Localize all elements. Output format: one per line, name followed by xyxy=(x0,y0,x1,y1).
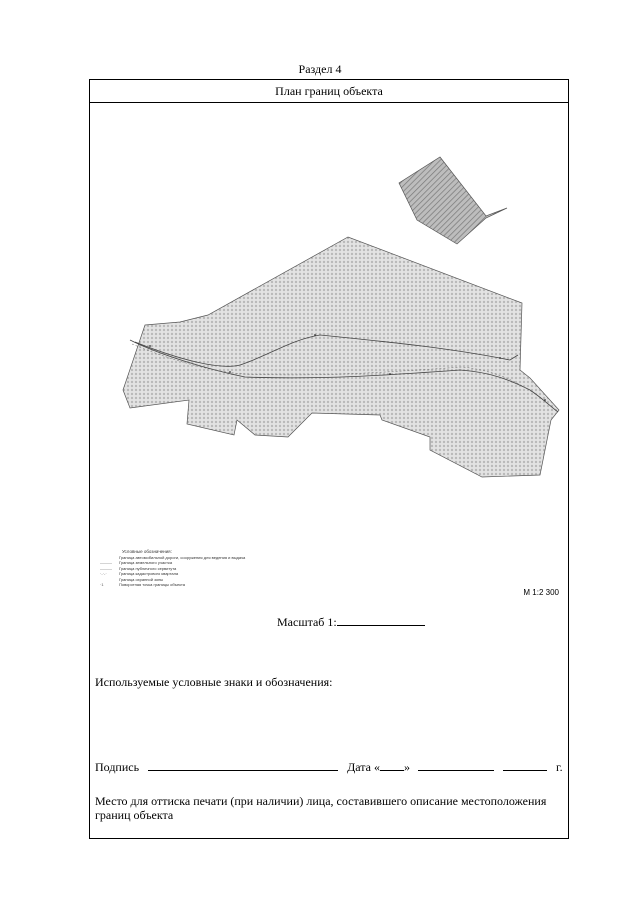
year-suffix: г. xyxy=(556,760,563,774)
signature-row xyxy=(95,758,563,775)
legend-item: Граница охранной зоны xyxy=(119,576,164,582)
legend-title: Условные обозначения: xyxy=(122,549,172,554)
signature-label: Подпись xyxy=(95,760,140,774)
boundary-point xyxy=(314,334,316,336)
boundary-plan-map xyxy=(90,80,568,620)
legend-item: ·1 Поворотная точка границы объекта xyxy=(100,582,186,587)
boundary-point xyxy=(544,399,546,401)
legend-item: ·-·-· Граница кадастрового квартала xyxy=(100,571,179,576)
legend-item: Граница автомобильной дороги, сооружения для ведения и выдача xyxy=(119,554,246,560)
symbols-label: Используемые условные знаки и обозначения: xyxy=(95,675,333,689)
map-scale-label: М 1:2 300 xyxy=(523,588,559,597)
date-quote-close: » xyxy=(404,760,410,774)
document-frame xyxy=(89,79,569,839)
boundary-point xyxy=(389,373,391,375)
date-day-blank[interactable] xyxy=(380,758,404,771)
date-month-blank[interactable] xyxy=(418,758,494,771)
scale-row xyxy=(277,613,425,630)
seal-placeholder-text: Место для оттиска печати (при наличии) лица, составившего описание местоположения границ объекта xyxy=(95,794,547,822)
boundary-point xyxy=(149,345,151,347)
legend-item: ——— Граница публичного сервитута xyxy=(100,565,177,571)
parcel-polygon-detached xyxy=(399,157,507,244)
date-label: Дата « xyxy=(347,760,380,774)
map-legend xyxy=(100,549,245,588)
plan-header: План границ объекта xyxy=(90,80,568,103)
date-year-blank[interactable] xyxy=(503,758,547,771)
section-title: Раздел 4 xyxy=(298,62,342,76)
scale-blank[interactable] xyxy=(337,613,425,626)
signature-blank[interactable] xyxy=(148,758,338,771)
scale-label: Масштаб 1: xyxy=(277,615,337,629)
boundary-point xyxy=(229,371,231,373)
boundary-point xyxy=(499,357,501,359)
legend-item: ——— Граница земельного участка xyxy=(100,560,173,565)
